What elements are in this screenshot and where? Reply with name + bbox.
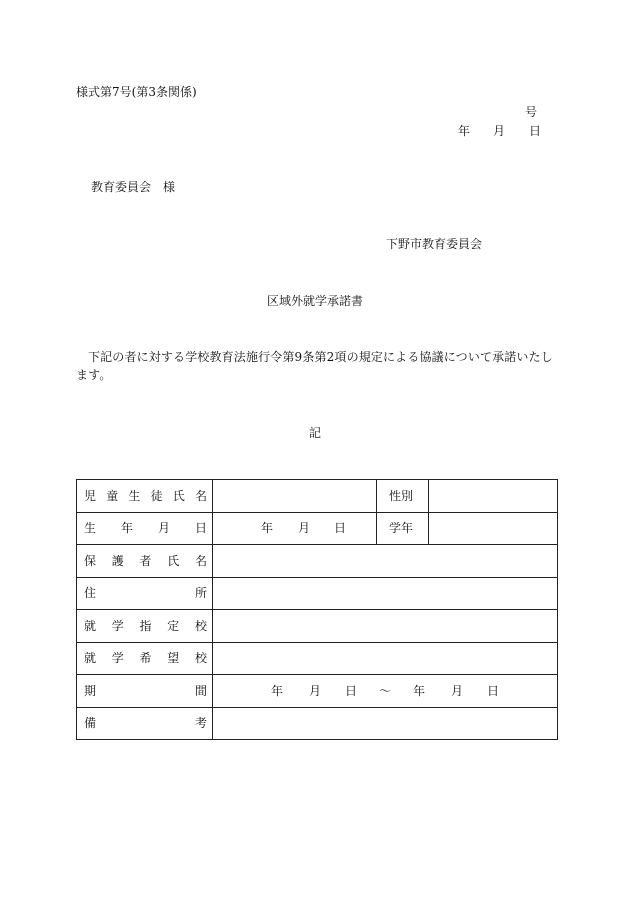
body-text: 下記の者に対する学校教育法施行令第9条第2項の規定による協議について承諾いたします。	[76, 350, 553, 382]
label-designated-school: 就 学 指 定 校	[77, 610, 213, 643]
period-tilde: ～	[379, 683, 392, 698]
period-field[interactable]	[213, 675, 558, 708]
form-number: 様式第7号(第3条関係)	[76, 85, 197, 99]
birth-date-month: 月	[298, 521, 311, 536]
remarks-field[interactable]	[213, 707, 558, 740]
desired-school-field[interactable]	[213, 642, 558, 675]
period-to-day: 日	[487, 683, 500, 698]
note-label: 記	[308, 426, 321, 440]
birth-date-year: 年	[261, 521, 274, 536]
sex-field[interactable]	[429, 480, 558, 513]
document-title: 区域外就学承諾書	[266, 294, 363, 308]
birth-date-field[interactable]	[213, 512, 377, 545]
table-row	[77, 512, 558, 545]
period-to-month: 月	[451, 683, 464, 698]
label-period: 期 間	[77, 675, 213, 708]
addressee: 教育委員会 様	[91, 180, 176, 194]
address-field[interactable]	[213, 577, 558, 610]
table-row	[77, 610, 558, 643]
form-table	[76, 479, 558, 740]
grade-field[interactable]	[429, 512, 558, 545]
period-to-year: 年	[413, 683, 426, 698]
period-from-year: 年	[271, 683, 284, 698]
table-row	[77, 545, 558, 578]
issue-date-month: 月	[493, 124, 506, 138]
issue-date-day: 日	[529, 124, 542, 138]
table-row	[77, 675, 558, 708]
label-desired-school: 就 学 希 望 校	[77, 642, 213, 675]
label-grade: 学年	[377, 512, 429, 545]
document-number-label: 号	[524, 105, 537, 119]
issue-date-year: 年	[458, 124, 471, 138]
table-row	[77, 480, 558, 513]
label-remarks: 備 考	[77, 707, 213, 740]
guardian-name-field[interactable]	[213, 545, 558, 578]
table-row	[77, 577, 558, 610]
period-from-day: 日	[345, 683, 358, 698]
label-address: 住 所	[77, 577, 213, 610]
designated-school-field[interactable]	[213, 610, 558, 643]
label-student-name: 児 童 生 徒 氏 名	[77, 480, 213, 513]
table-row	[77, 642, 558, 675]
issuer: 下野市教育委員会	[386, 237, 483, 251]
label-birth-date: 生 年 月 日	[77, 512, 213, 545]
label-sex: 性別	[377, 480, 429, 513]
label-guardian-name: 保 護 者 氏 名	[77, 545, 213, 578]
student-name-field[interactable]	[213, 480, 377, 513]
table-row	[77, 707, 558, 740]
period-from-month: 月	[309, 683, 322, 698]
birth-date-day: 日	[334, 521, 347, 536]
